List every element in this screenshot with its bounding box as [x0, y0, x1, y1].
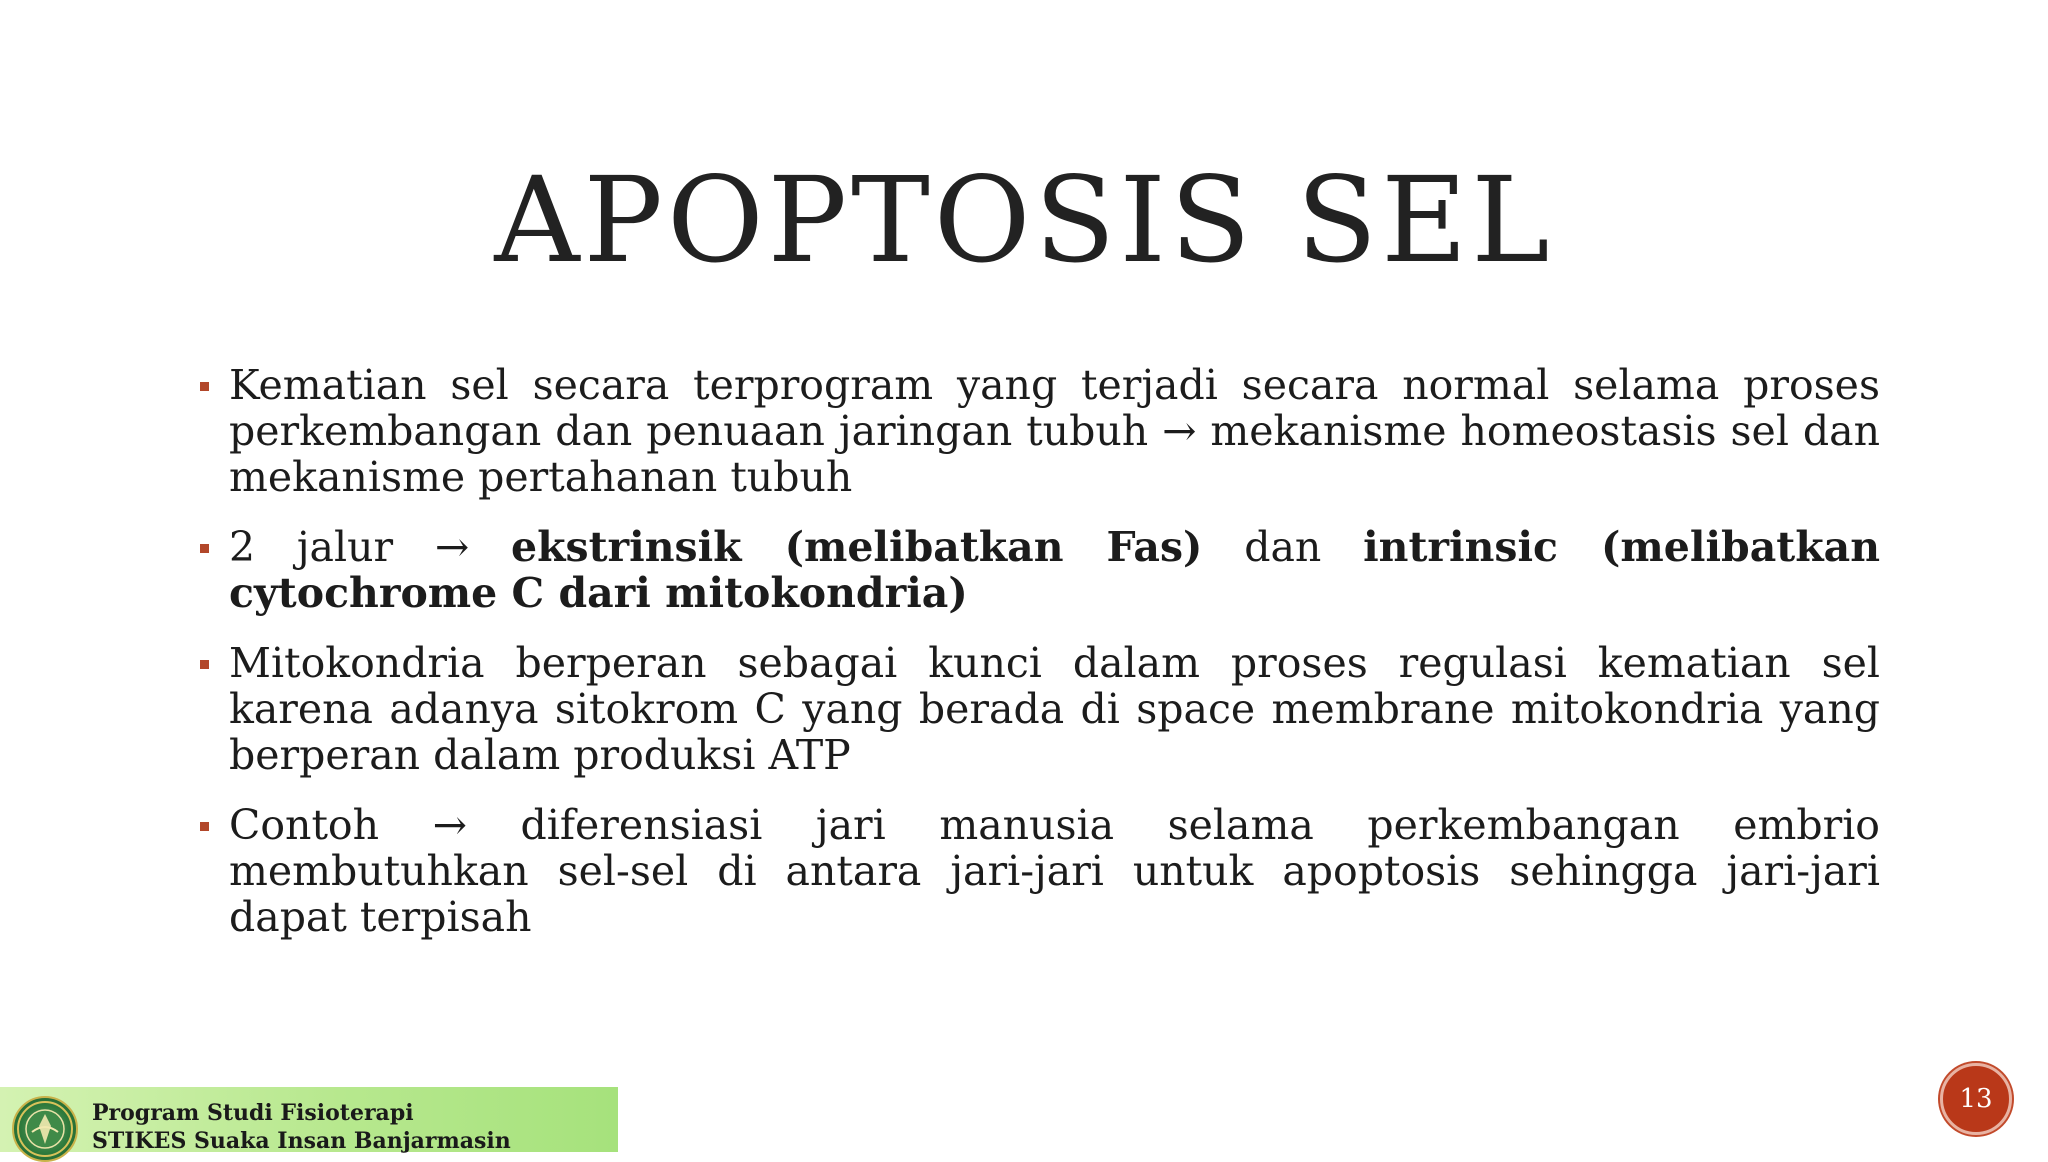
bullet-item-mitochondria	[196, 640, 1880, 778]
bullet-item-pathways	[196, 524, 1880, 616]
bullet-square-icon	[200, 382, 209, 391]
bullet-square-icon	[200, 544, 209, 553]
institution-seal-icon	[12, 1096, 78, 1162]
bullet-list	[196, 362, 1880, 964]
footer-institution-name: STIKES Suaka Insan Banjarmasin	[92, 1128, 511, 1154]
bullet-text-extrinsic: ekstrinsik (melibatkan Fas)	[511, 523, 1203, 571]
bullet-text: Contoh → diferensiasi jari manusia selama perkembangan embrio membutuhkan sel-sel di antara jari-jari untuk apoptosis sehingga jari-jari dapat terpisah	[229, 801, 1880, 941]
bullet-text: Mitokondria berperan sebagai kunci dalam proses regulasi kematian sel karena adanya sitokrom C yang berada di space membrane mitokondria yang berperan dalam produksi ATP	[229, 639, 1880, 779]
page-number-badge: 13	[1940, 1063, 2012, 1135]
bullet-text-intrinsic: intrinsic (melibatkan cytochrome C dari mitokondria)	[229, 523, 1880, 617]
seal-graphic	[14, 1098, 76, 1160]
bullet-text: Kematian sel secara terprogram yang terjadi secara normal selama proses perkembangan dan penuaan jaringan tubuh → mekanisme homeostasis sel dan mekanisme pertahanan tubuh	[229, 361, 1880, 501]
bullet-item-example	[196, 802, 1880, 940]
bullet-square-icon	[200, 660, 209, 669]
bullet-square-icon	[200, 822, 209, 831]
bullet-text-prefix: 2 jalur →	[229, 523, 511, 571]
bullet-item-definition	[196, 362, 1880, 500]
slide-title: APOPTOSIS SEL	[494, 151, 1554, 289]
bullet-text-middle: dan	[1202, 523, 1364, 571]
footer-program-name: Program Studi Fisioterapi	[92, 1100, 414, 1126]
footer-text	[92, 1099, 511, 1155]
